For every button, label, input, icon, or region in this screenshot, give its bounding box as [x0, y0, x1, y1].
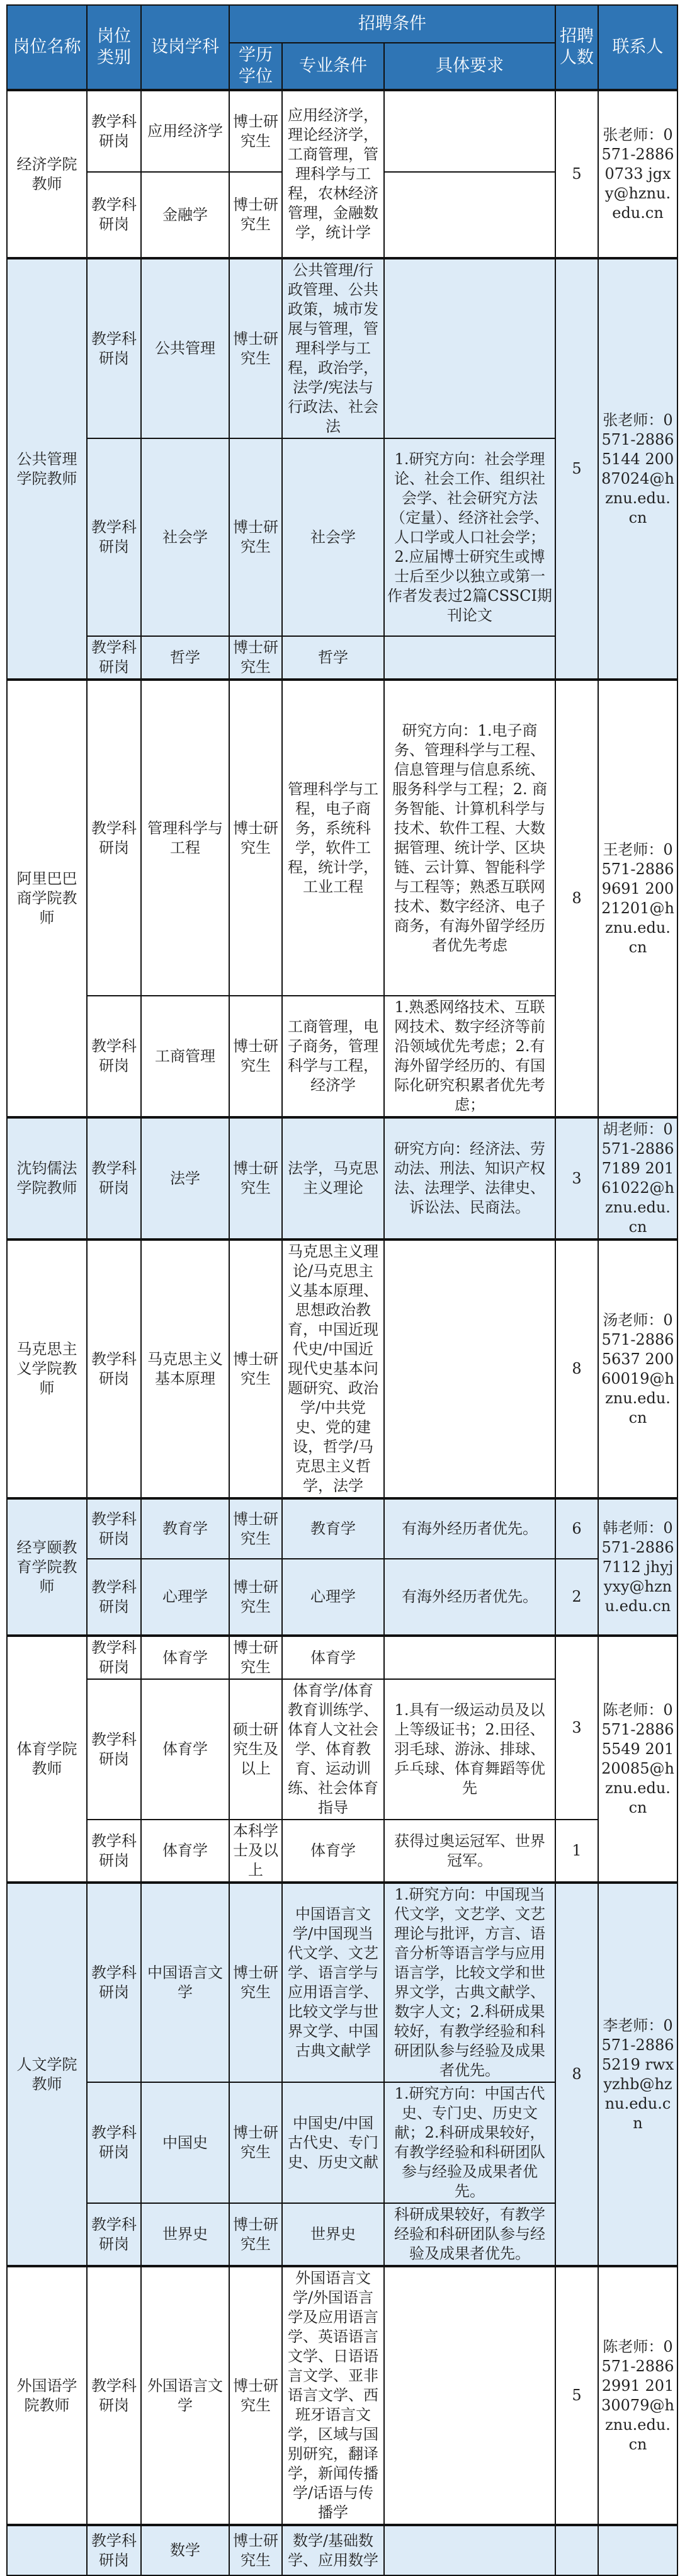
- contact-cell: 陈老师：0571-28865549 20120085@hznu.edu.cn: [598, 1636, 677, 1883]
- requirements-cell: 1.研究方向：社会学理论、社会工作、组织社会学、社会研究方法（定量）、经济社会学、人口学或人口社会学；2.应届博士研究生或博士后至少以独立或第一作者发表过2篇CSSCI期刊论文: [384, 438, 555, 636]
- subject-cell: 中国史: [141, 2082, 229, 2203]
- count-cell: 8: [555, 1240, 598, 1498]
- degree-cell: 博士研究生: [229, 1240, 282, 1498]
- major-cell: 数学/基础数学、应用数学: [282, 2525, 384, 2575]
- table-row: [7, 1498, 677, 1559]
- degree-cell: 硕士研究生及以上: [229, 1679, 282, 1820]
- count-cell: 8: [555, 680, 598, 1117]
- requirements-cell: 研究方向：经济法、劳动法、刑法、知识产权法、法理学、法律史、诉讼法、民商法。: [384, 1117, 555, 1240]
- requirements-cell: [384, 2525, 555, 2575]
- header-subject: 设岗学科: [141, 5, 229, 90]
- count-cell: 3: [555, 1636, 598, 1820]
- requirements-cell: 研究方向：1.电子商务、管理科学与工程、信息管理与信息系统、服务科学与工程；2. 商务智能、计算机科学与技术、软件工程、大数据管理、统计学、区块链、云计算、智能科学与工程等；熟悉互联网技术、数字经济、电子商务，有海外留学经历者优先考虑: [384, 680, 555, 996]
- subject-cell: 教育学: [141, 1498, 229, 1559]
- subject-cell: 哲学: [141, 636, 229, 680]
- major-cell: 法学，马克思主义理论: [282, 1117, 384, 1240]
- major-cell: 社会学: [282, 438, 384, 636]
- degree-cell: 博士研究生: [229, 2525, 282, 2575]
- header-count: 招聘人数: [555, 5, 598, 90]
- contact-cell: 王老师：0571-28869691 20021201@hznu.edu.cn: [598, 680, 677, 1117]
- major-cell: 哲学: [282, 636, 384, 680]
- major-cell: 体育学: [282, 1636, 384, 1679]
- count-cell: 5: [555, 258, 598, 680]
- requirements-cell: 有海外经历者优先。: [384, 1559, 555, 1636]
- header-degree: 学历学位: [229, 43, 282, 90]
- degree-cell: 博士研究生: [229, 258, 282, 438]
- category-cell: 教学科研岗: [87, 1636, 141, 1679]
- major-cell: 世界史: [282, 2203, 384, 2266]
- table-row: [7, 1240, 677, 1498]
- table-row: [7, 1636, 677, 1679]
- requirements-cell: [384, 636, 555, 680]
- position-name: 马克思主义学院教师: [7, 1240, 87, 1498]
- category-cell: 教学科研岗: [87, 2266, 141, 2525]
- table-row: [7, 1559, 677, 1636]
- degree-cell: 博士研究生: [229, 2082, 282, 2203]
- position-name: 经亨颐教育学院教师: [7, 1498, 87, 1636]
- major-cell: 工商管理，电子商务，管理科学与工程，经济学: [282, 996, 384, 1117]
- requirements-cell: [384, 258, 555, 438]
- position-name: 经济学院教师: [7, 90, 87, 258]
- position-name: 外国语学院教师: [7, 2266, 87, 2525]
- contact-cell: [598, 2525, 677, 2575]
- subject-cell: 中国语言文学: [141, 1883, 229, 2082]
- category-cell: 教学科研岗: [87, 438, 141, 636]
- count-cell: 5: [555, 90, 598, 258]
- table-body: [7, 90, 677, 2575]
- contact-cell: 张老师：0571-28865144 20087024@hznu.edu.cn: [598, 258, 677, 680]
- table-row: [7, 90, 677, 172]
- degree-cell: 博士研究生: [229, 1883, 282, 2082]
- subject-cell: 社会学: [141, 438, 229, 636]
- requirements-cell: 1.研究方向：中国现当代文学，文艺学、文艺理论与批评，方言、语音分析等语言学与应用语言学，比较文学和世界文学，古典文献学、数字人文；2.科研成果较好，有教学经验和科研团队参与经验及成果者优先。: [384, 1883, 555, 2082]
- position-name: [7, 2525, 87, 2575]
- subject-cell: 心理学: [141, 1559, 229, 1636]
- subject-cell: 马克思主义基本原理: [141, 1240, 229, 1498]
- recruitment-table: [6, 4, 678, 2576]
- category-cell: 教学科研岗: [87, 172, 141, 258]
- degree-cell: 博士研究生: [229, 636, 282, 680]
- position-name: 公共管理学院教师: [7, 258, 87, 680]
- position-name: 人文学院教师: [7, 1883, 87, 2266]
- requirements-cell: [384, 90, 555, 172]
- major-cell: 管理科学与工程，电子商务，系统科学，软件工程，统计学，工业工程: [282, 680, 384, 996]
- major-cell: 公共管理/行政管理、公共政策，城市发展与管理，管理科学与工程，政治学，法学/宪法与行政法、社会法: [282, 258, 384, 438]
- table-row: [7, 1883, 677, 2082]
- category-cell: 教学科研岗: [87, 1240, 141, 1498]
- header-requirements: 具体要求: [384, 43, 555, 90]
- degree-cell: 博士研究生: [229, 1559, 282, 1636]
- major-cell: 体育学: [282, 1820, 384, 1883]
- category-cell: 教学科研岗: [87, 1883, 141, 2082]
- requirements-cell: [384, 1636, 555, 1679]
- category-cell: 教学科研岗: [87, 1117, 141, 1240]
- count-cell: 8: [555, 1883, 598, 2266]
- degree-cell: 博士研究生: [229, 996, 282, 1117]
- subject-cell: 体育学: [141, 1679, 229, 1820]
- requirements-cell: 1.研究方向：中国古代史、专门史、历史文献；2.科研成果较好，有教学经验和科研团队参与经验及成果者优先。: [384, 2082, 555, 2203]
- category-cell: 教学科研岗: [87, 2525, 141, 2575]
- count-cell: [555, 2525, 598, 2575]
- degree-cell: 博士研究生: [229, 2203, 282, 2266]
- count-cell: 5: [555, 2266, 598, 2525]
- requirements-cell: [384, 172, 555, 258]
- header-category: 岗位类别: [87, 5, 141, 90]
- subject-cell: 应用经济学: [141, 90, 229, 172]
- requirements-cell: 科研成果较好，有教学经验和科研团队参与经验及成果者优先。: [384, 2203, 555, 2266]
- category-cell: 教学科研岗: [87, 996, 141, 1117]
- subject-cell: 世界史: [141, 2203, 229, 2266]
- degree-cell: 博士研究生: [229, 2266, 282, 2525]
- subject-cell: 体育学: [141, 1820, 229, 1883]
- category-cell: 教学科研岗: [87, 1820, 141, 1883]
- subject-cell: 金融学: [141, 172, 229, 258]
- requirements-cell: 1.熟悉网络技术、互联网技术、数字经济等前沿领域优先考虑；2.有海外留学经历的、有国际化研究积累者优先考虑；: [384, 996, 555, 1117]
- degree-cell: 博士研究生: [229, 438, 282, 636]
- header-position: 岗位名称: [7, 5, 87, 90]
- count-cell: 1: [555, 1820, 598, 1883]
- category-cell: 教学科研岗: [87, 258, 141, 438]
- position-name: 沈钧儒法学院教师: [7, 1117, 87, 1240]
- requirements-cell: 获得过奥运冠军、世界冠军。: [384, 1820, 555, 1883]
- header-contact: 联系人: [598, 5, 677, 90]
- requirements-cell: [384, 1240, 555, 1498]
- degree-cell: 博士研究生: [229, 1117, 282, 1240]
- subject-cell: 管理科学与工程: [141, 680, 229, 996]
- position-name: 体育学院教师: [7, 1636, 87, 1883]
- count-cell: 2: [555, 1559, 598, 1636]
- degree-cell: 博士研究生: [229, 90, 282, 172]
- major-cell: 中国史/中国古代史、专门史、历史文献: [282, 2082, 384, 2203]
- table-row: [7, 2266, 677, 2525]
- table-row: [7, 680, 677, 996]
- subject-cell: 体育学: [141, 1636, 229, 1679]
- position-name: 阿里巴巴商学院教师: [7, 680, 87, 1117]
- subject-cell: 数学: [141, 2525, 229, 2575]
- category-cell: 教学科研岗: [87, 636, 141, 680]
- contact-cell: 胡老师：0571-28867189 20161022@hznu.edu.cn: [598, 1117, 677, 1240]
- contact-cell: 李老师：0571-28865219 rwxyzhb@hznu.edu.cn: [598, 1883, 677, 2266]
- degree-cell: 博士研究生: [229, 1636, 282, 1679]
- requirements-cell: 有海外经历者优先。: [384, 1498, 555, 1559]
- degree-cell: 博士研究生: [229, 680, 282, 996]
- major-cell: 体育学/体育教育训练学、体育人文社会学、体育教育、运动训练、社会体育指导: [282, 1679, 384, 1820]
- contact-cell: 汤老师：0571-28865637 20060019@hznu.edu.cn: [598, 1240, 677, 1498]
- contact-cell: 张老师：0571-28860733 jgxy@hznu.edu.cn: [598, 90, 677, 258]
- contact-cell: 陈老师：0571-28862991 20130079@hznu.edu.cn: [598, 2266, 677, 2525]
- major-cell: 教育学: [282, 1498, 384, 1559]
- category-cell: 教学科研岗: [87, 2203, 141, 2266]
- category-cell: 教学科研岗: [87, 1559, 141, 1636]
- category-cell: 教学科研岗: [87, 680, 141, 996]
- subject-cell: 工商管理: [141, 996, 229, 1117]
- table-row: [7, 1820, 677, 1883]
- category-cell: 教学科研岗: [87, 2082, 141, 2203]
- table-row: [7, 2525, 677, 2575]
- degree-cell: 博士研究生: [229, 172, 282, 258]
- count-cell: 6: [555, 1498, 598, 1559]
- subject-cell: 公共管理: [141, 258, 229, 438]
- major-cell: 中国语言文学/中国现当代文学、文艺学、语言学与应用语言学、比较文学与世界文学、中国古典文献学: [282, 1883, 384, 2082]
- requirements-cell: 1.具有一级运动员及以上等级证书；2.田径、羽毛球、游泳、排球、乒乓球、体育舞蹈等优先: [384, 1679, 555, 1820]
- category-cell: 教学科研岗: [87, 90, 141, 172]
- table-row: [7, 1117, 677, 1240]
- subject-cell: 法学: [141, 1117, 229, 1240]
- degree-cell: 本科学士及以上: [229, 1820, 282, 1883]
- contact-cell: 韩老师：0571-28867112 jhyjyxy@hznu.edu.cn: [598, 1498, 677, 1636]
- major-cell: 心理学: [282, 1559, 384, 1636]
- subject-cell: 外国语言文学: [141, 2266, 229, 2525]
- requirements-cell: [384, 2266, 555, 2525]
- count-cell: 3: [555, 1117, 598, 1240]
- header-conditions: 招聘条件: [229, 5, 555, 43]
- header-major: 专业条件: [282, 43, 384, 90]
- degree-cell: 博士研究生: [229, 1498, 282, 1559]
- table-row: [7, 258, 677, 438]
- category-cell: 教学科研岗: [87, 1679, 141, 1820]
- major-cell: 马克思主义理论/马克思主义基本原理、思想政治教育，中国近现代史/中国近现代史基本问题研究、政治学/中共党史、党的建设，哲学/马克思主义哲学，法学: [282, 1240, 384, 1498]
- major-cell: 应用经济学，理论经济学，工商管理，管理科学与工程，农林经济管理，金融数学，统计学: [282, 90, 384, 258]
- major-cell: 外国语言文学/外国语言学及应用语言学、英语语言文学、日语语言文学、亚非语言文学、西班牙语言文学，区域与国别研究，翻译学，新闻传播学/话语与传播学: [282, 2266, 384, 2525]
- category-cell: 教学科研岗: [87, 1498, 141, 1559]
